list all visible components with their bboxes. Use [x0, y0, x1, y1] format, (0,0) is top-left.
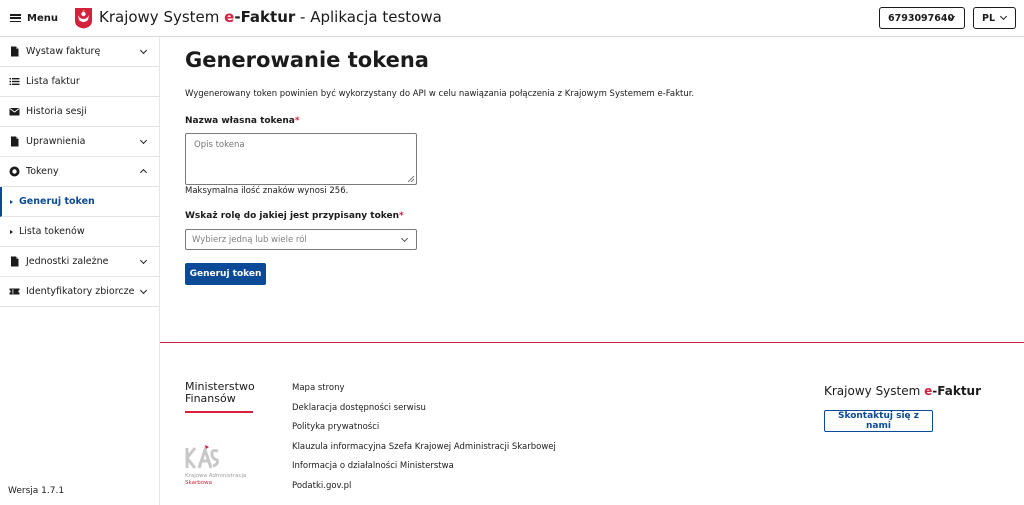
kas-logo-icon[interactable] — [185, 444, 219, 472]
kas-logo-text — [185, 473, 246, 487]
token-name-label — [185, 116, 300, 126]
token-name-hint: Maksymalna ilość znaków wynosi 256. — [185, 186, 349, 196]
sidebar-item-label: Lista faktur — [26, 76, 80, 87]
sidebar — [0, 37, 160, 505]
top-header — [0, 0, 1024, 37]
chevron-down-icon — [140, 287, 147, 294]
sidebar-item-lista-faktur[interactable] — [0, 67, 159, 97]
chevron-down-icon — [140, 47, 147, 54]
footer-brand-e: e — [924, 384, 933, 398]
footer-divider — [160, 342, 1024, 343]
sidebar-item-label: Generuj token — [19, 196, 95, 207]
sidebar-item-label: Jednostki zależne — [26, 256, 109, 267]
app-title-part1: Krajowy System — [99, 8, 225, 26]
ministry-logo-line1: Ministerstwo — [185, 380, 255, 393]
app-title-faktur: -Faktur — [234, 8, 296, 26]
resize-grip-icon[interactable] — [407, 175, 415, 183]
role-label-text: Wskaż rolę do jakiej jest przypisany token — [185, 211, 400, 221]
footer-link-informacja-o-dzialalnosci[interactable]: Informacja o działalności Ministerstwa — [292, 461, 454, 471]
required-mark: * — [399, 211, 404, 221]
sidebar-item-lista-tokenow[interactable] — [0, 217, 159, 247]
envelope-icon — [9, 106, 20, 117]
language-select[interactable] — [973, 7, 1016, 29]
chevron-down-icon — [140, 137, 147, 144]
menu-label: Menu — [27, 12, 58, 24]
footer-link-mapa-strony[interactable]: Mapa strony — [292, 383, 345, 393]
page-intro: Wygenerowany token powinien być wykorzystany do API w celu nawiązania połączenia z Krajowym Systemem e-Faktur. — [185, 89, 695, 99]
sidebar-item-label: Wystaw fakturę — [26, 46, 101, 57]
sidebar-item-tokeny[interactable] — [0, 157, 159, 187]
document-icon — [9, 256, 20, 267]
nip-value: 6793097640 — [888, 12, 955, 24]
sidebar-item-jednostki-zalezne[interactable] — [0, 247, 159, 277]
app-title-e: e — [224, 8, 235, 26]
role-label — [185, 211, 404, 221]
role-multiselect[interactable] — [185, 229, 417, 250]
sidebar-item-historia-sesji[interactable] — [0, 97, 159, 127]
footer-link-polityka-prywatnosci[interactable]: Polityka prywatności — [292, 422, 380, 432]
sidebar-item-generuj-token[interactable] — [0, 187, 159, 217]
document-icon — [9, 46, 20, 57]
chevron-up-icon — [140, 169, 147, 176]
chevron-down-icon — [401, 235, 408, 242]
ticket-icon — [9, 286, 20, 297]
hamburger-icon — [10, 14, 21, 22]
ministry-logo-line2: Finansów — [185, 392, 236, 405]
chevron-down-icon — [140, 257, 147, 264]
page-title: Generowanie tokena — [185, 48, 429, 72]
sidebar-item-label: Uprawnienia — [26, 136, 86, 147]
role-placeholder: Wybierz jedną lub wiele ról — [192, 234, 307, 245]
document-icon — [9, 136, 20, 147]
sidebar-item-identyfikatory-zbiorcze[interactable] — [0, 277, 159, 307]
sidebar-item-wystaw-fakture[interactable] — [0, 37, 159, 67]
list-icon — [9, 76, 20, 87]
footer-link-podatki-gov[interactable]: Podatki.gov.pl — [292, 480, 352, 491]
footer-brand-part1: Krajowy System — [824, 384, 925, 398]
sidebar-item-label: Identyfikatory zbiorcze — [26, 286, 135, 297]
chevron-down-icon — [1000, 13, 1007, 20]
polish-eagle-logo-icon — [74, 7, 93, 29]
footer-brand-faktur: -Faktur — [932, 384, 982, 398]
app-title — [99, 8, 442, 26]
kas-logo-line1: Krajowa Administracja — [185, 473, 247, 479]
ministry-logo-bar — [185, 411, 253, 413]
footer-links — [292, 381, 556, 498]
sidebar-item-label: Tokeny — [26, 166, 59, 177]
footer-link-klauzula-informacyjna[interactable]: Klauzula informacyjna Szefa Krajowej Administracji Skarbowej — [292, 441, 556, 452]
language-value: PL — [982, 12, 996, 24]
kas-logo-line2: Skarbowa — [185, 480, 212, 486]
token-name-label-text: Nazwa własna tokena — [185, 116, 295, 126]
app-version: Wersja 1.7.1 — [8, 486, 65, 496]
footer-link-deklaracja-dostepnosci[interactable]: Deklaracja dostępności serwisu — [292, 402, 426, 413]
sidebar-item-label: Lista tokenów — [19, 226, 85, 237]
token-icon — [9, 166, 20, 177]
ministry-of-finance-logo[interactable] — [185, 381, 255, 405]
contact-us-button[interactable]: Skontaktuj się z nami — [824, 410, 933, 432]
bullet-triangle-icon — [10, 230, 13, 234]
nip-context-select[interactable] — [879, 7, 965, 29]
sidebar-item-label: Historia sesji — [26, 106, 87, 117]
footer-brand — [824, 384, 981, 398]
bullet-triangle-icon — [10, 200, 13, 204]
token-name-textarea[interactable] — [185, 133, 417, 185]
sidebar-item-uprawnienia[interactable] — [0, 127, 159, 157]
app-title-suffix: - Aplikacja testowa — [295, 8, 442, 26]
required-mark: * — [294, 116, 300, 126]
menu-button[interactable] — [10, 10, 58, 26]
generate-token-button[interactable]: Generuj token — [185, 263, 266, 285]
